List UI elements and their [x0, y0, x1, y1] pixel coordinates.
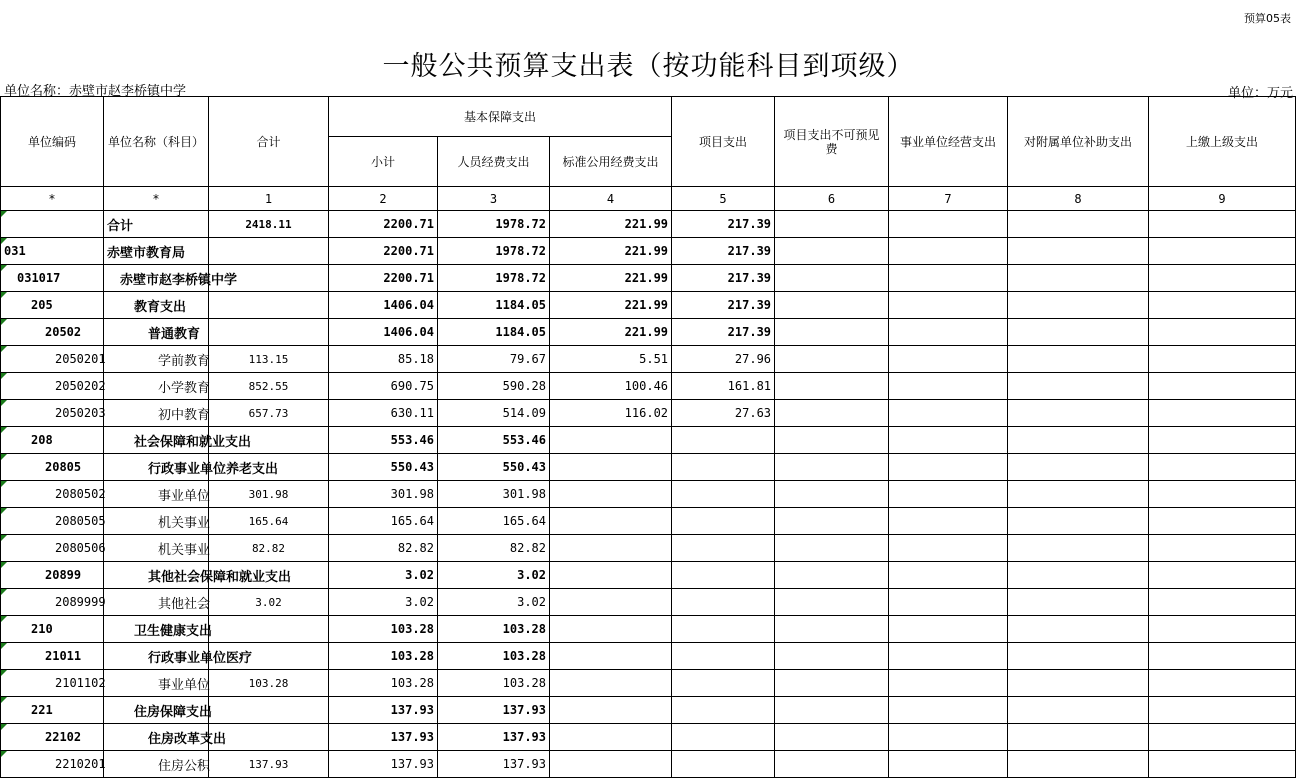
- cell-public: [550, 562, 672, 589]
- cell-business: [889, 400, 1008, 427]
- cell-personnel: 3.02: [438, 562, 550, 589]
- index-cell: 4: [550, 187, 672, 211]
- header-upper: 上缴上级支出: [1149, 97, 1296, 187]
- cell-subsidy: [1008, 589, 1149, 616]
- cell-subsidy: [1008, 670, 1149, 697]
- cell-project: 217.39: [672, 319, 775, 346]
- cell-business: [889, 562, 1008, 589]
- cell-public: [550, 589, 672, 616]
- cell-project: 217.39: [672, 265, 775, 292]
- cell-subtotal: 103.28: [329, 643, 438, 670]
- cell-business: [889, 535, 1008, 562]
- cell-total: 2418.11: [209, 211, 329, 238]
- cell-personnel: 82.82: [438, 535, 550, 562]
- header-subtotal: 小计: [329, 137, 438, 187]
- cell-name: 赤壁市赵李桥镇中学: [104, 265, 209, 292]
- cell-project: [672, 724, 775, 751]
- cell-subtotal: 2200.71: [329, 238, 438, 265]
- cell-code: 2210201: [1, 751, 104, 778]
- cell-name: 教育支出: [104, 292, 209, 319]
- header-code: 单位编码: [1, 97, 104, 187]
- cell-upper: [1149, 319, 1296, 346]
- cell-personnel: 1978.72: [438, 265, 550, 292]
- cell-unforeseen: [775, 481, 889, 508]
- cell-business: [889, 724, 1008, 751]
- table-row: [1, 697, 1296, 724]
- cell-subtotal: 301.98: [329, 481, 438, 508]
- cell-unforeseen: [775, 346, 889, 373]
- cell-upper: [1149, 454, 1296, 481]
- cell-total: 3.02: [209, 589, 329, 616]
- cell-subsidy: [1008, 724, 1149, 751]
- cell-unforeseen: [775, 751, 889, 778]
- cell-unforeseen: [775, 508, 889, 535]
- header-unforeseen: 项目支出不可预见费: [775, 97, 889, 187]
- cell-total: [209, 319, 329, 346]
- cell-subsidy: [1008, 400, 1149, 427]
- index-cell: 1: [209, 187, 329, 211]
- cell-unforeseen: [775, 211, 889, 238]
- cell-subsidy: [1008, 562, 1149, 589]
- cell-upper: [1149, 616, 1296, 643]
- table-row: [1, 400, 1296, 427]
- cell-subtotal: 550.43: [329, 454, 438, 481]
- cell-personnel: 137.93: [438, 751, 550, 778]
- cell-business: [889, 589, 1008, 616]
- cell-business: [889, 697, 1008, 724]
- cell-personnel: 550.43: [438, 454, 550, 481]
- index-cell: *: [104, 187, 209, 211]
- cell-personnel: 1978.72: [438, 238, 550, 265]
- cell-subsidy: [1008, 346, 1149, 373]
- cell-business: [889, 751, 1008, 778]
- cell-total: 103.28: [209, 670, 329, 697]
- cell-subtotal: 690.75: [329, 373, 438, 400]
- cell-name: 住房公积: [104, 751, 209, 778]
- cell-personnel: 103.28: [438, 643, 550, 670]
- table-row: [1, 535, 1296, 562]
- header-name: 单位名称（科目）: [104, 97, 209, 187]
- cell-upper: [1149, 427, 1296, 454]
- cell-project: 217.39: [672, 211, 775, 238]
- cell-business: [889, 670, 1008, 697]
- cell-personnel: 165.64: [438, 508, 550, 535]
- cell-upper: [1149, 400, 1296, 427]
- cell-code: 2080502: [1, 481, 104, 508]
- index-cell: 8: [1008, 187, 1149, 211]
- cell-business: [889, 454, 1008, 481]
- cell-subtotal: 165.64: [329, 508, 438, 535]
- cell-unforeseen: [775, 427, 889, 454]
- table-row: [1, 589, 1296, 616]
- cell-subsidy: [1008, 427, 1149, 454]
- cell-public: [550, 535, 672, 562]
- cell-project: 161.81: [672, 373, 775, 400]
- cell-project: [672, 481, 775, 508]
- cell-personnel: 553.46: [438, 427, 550, 454]
- cell-upper: [1149, 346, 1296, 373]
- cell-unforeseen: [775, 373, 889, 400]
- cell-name: 合计: [104, 211, 209, 238]
- cell-personnel: 79.67: [438, 346, 550, 373]
- cell-name: 赤壁市教育局: [104, 238, 209, 265]
- cell-name: 住房保障支出: [104, 697, 209, 724]
- table-row: [1, 238, 1296, 265]
- cell-subsidy: [1008, 508, 1149, 535]
- header-business: 事业单位经营支出: [889, 97, 1008, 187]
- cell-unforeseen: [775, 265, 889, 292]
- cell-subsidy: [1008, 481, 1149, 508]
- cell-subtotal: 1406.04: [329, 292, 438, 319]
- cell-business: [889, 643, 1008, 670]
- cell-personnel: 137.93: [438, 697, 550, 724]
- cell-code: 20502: [1, 319, 104, 346]
- cell-code: 208: [1, 427, 104, 454]
- cell-public: 221.99: [550, 211, 672, 238]
- cell-subtotal: 82.82: [329, 535, 438, 562]
- cell-business: [889, 265, 1008, 292]
- table-row: [1, 346, 1296, 373]
- cell-subsidy: [1008, 265, 1149, 292]
- cell-upper: [1149, 508, 1296, 535]
- index-cell: 5: [672, 187, 775, 211]
- cell-upper: [1149, 265, 1296, 292]
- header-project: 项目支出: [672, 97, 775, 187]
- cell-business: [889, 508, 1008, 535]
- cell-personnel: 1184.05: [438, 292, 550, 319]
- cell-upper: [1149, 562, 1296, 589]
- cell-total: 852.55: [209, 373, 329, 400]
- table-row: [1, 292, 1296, 319]
- cell-business: [889, 319, 1008, 346]
- cell-upper: [1149, 373, 1296, 400]
- cell-project: [672, 751, 775, 778]
- cell-public: [550, 508, 672, 535]
- table-body: [1, 211, 1296, 778]
- cell-personnel: 3.02: [438, 589, 550, 616]
- cell-code: 2050202: [1, 373, 104, 400]
- cell-name: 其他社会: [104, 589, 209, 616]
- index-cell: 9: [1149, 187, 1296, 211]
- cell-personnel: 103.28: [438, 616, 550, 643]
- cell-subsidy: [1008, 454, 1149, 481]
- cell-subtotal: 103.28: [329, 670, 438, 697]
- cell-project: [672, 697, 775, 724]
- index-cell: *: [1, 187, 104, 211]
- cell-subtotal: 85.18: [329, 346, 438, 373]
- cell-project: 27.63: [672, 400, 775, 427]
- table-row: [1, 373, 1296, 400]
- cell-total: 657.73: [209, 400, 329, 427]
- cell-upper: [1149, 697, 1296, 724]
- cell-public: [550, 697, 672, 724]
- cell-business: [889, 427, 1008, 454]
- cell-unforeseen: [775, 589, 889, 616]
- header-basic: 基本保障支出: [329, 97, 672, 137]
- cell-unforeseen: [775, 724, 889, 751]
- cell-project: [672, 454, 775, 481]
- cell-unforeseen: [775, 454, 889, 481]
- cell-subsidy: [1008, 211, 1149, 238]
- cell-name: 机关事业: [104, 508, 209, 535]
- cell-public: 221.99: [550, 238, 672, 265]
- table-row: [1, 211, 1296, 238]
- cell-unforeseen: [775, 562, 889, 589]
- cell-business: [889, 373, 1008, 400]
- cell-public: 221.99: [550, 265, 672, 292]
- cell-personnel: 590.28: [438, 373, 550, 400]
- cell-subsidy: [1008, 319, 1149, 346]
- cell-project: [672, 508, 775, 535]
- cell-subsidy: [1008, 751, 1149, 778]
- cell-business: [889, 211, 1008, 238]
- expenditure-table: [0, 96, 1296, 778]
- cell-code: 20805: [1, 454, 104, 481]
- cell-unforeseen: [775, 616, 889, 643]
- cell-upper: [1149, 481, 1296, 508]
- cell-unforeseen: [775, 319, 889, 346]
- cell-public: [550, 751, 672, 778]
- cell-subsidy: [1008, 373, 1149, 400]
- cell-subtotal: 1406.04: [329, 319, 438, 346]
- cell-upper: [1149, 589, 1296, 616]
- cell-subsidy: [1008, 292, 1149, 319]
- cell-subsidy: [1008, 616, 1149, 643]
- table-row: [1, 751, 1296, 778]
- cell-subtotal: 630.11: [329, 400, 438, 427]
- report-id: 预算05表: [1244, 12, 1291, 25]
- cell-subtotal: 137.93: [329, 751, 438, 778]
- cell-total: 301.98: [209, 481, 329, 508]
- cell-total: 82.82: [209, 535, 329, 562]
- table-row: [1, 724, 1296, 751]
- cell-code: 2101102: [1, 670, 104, 697]
- cell-code: 221: [1, 697, 104, 724]
- cell-total: 113.15: [209, 346, 329, 373]
- cell-subsidy: [1008, 238, 1149, 265]
- cell-code: 2050201: [1, 346, 104, 373]
- cell-code: 210: [1, 616, 104, 643]
- table-row: [1, 481, 1296, 508]
- cell-public: [550, 454, 672, 481]
- cell-total: [209, 724, 329, 751]
- cell-subtotal: 2200.71: [329, 265, 438, 292]
- cell-business: [889, 238, 1008, 265]
- cell-public: [550, 724, 672, 751]
- header-personnel: 人员经费支出: [438, 137, 550, 187]
- cell-name: 初中教育: [104, 400, 209, 427]
- table-row: [1, 643, 1296, 670]
- cell-name: 小学教育: [104, 373, 209, 400]
- cell-total: [209, 238, 329, 265]
- cell-public: 100.46: [550, 373, 672, 400]
- cell-name: 其他社会保障和就业支出: [104, 562, 209, 589]
- table-row: [1, 616, 1296, 643]
- cell-subsidy: [1008, 535, 1149, 562]
- cell-name: 卫生健康支出: [104, 616, 209, 643]
- cell-code: 2089999: [1, 589, 104, 616]
- cell-business: [889, 481, 1008, 508]
- cell-total: [209, 616, 329, 643]
- cell-business: [889, 616, 1008, 643]
- cell-project: [672, 562, 775, 589]
- cell-personnel: 103.28: [438, 670, 550, 697]
- cell-upper: [1149, 751, 1296, 778]
- cell-subsidy: [1008, 643, 1149, 670]
- cell-upper: [1149, 670, 1296, 697]
- table-row: [1, 427, 1296, 454]
- cell-upper: [1149, 535, 1296, 562]
- cell-unforeseen: [775, 292, 889, 319]
- index-cell: 2: [329, 187, 438, 211]
- cell-name: 事业单位: [104, 670, 209, 697]
- cell-unforeseen: [775, 697, 889, 724]
- cell-subtotal: 553.46: [329, 427, 438, 454]
- page-title: 一般公共预算支出表（按功能科目到项级）: [382, 51, 915, 82]
- header-subsidy: 对附属单位补助支出: [1008, 97, 1149, 187]
- cell-name: 社会保障和就业支出: [104, 427, 209, 454]
- cell-subtotal: 103.28: [329, 616, 438, 643]
- cell-public: 5.51: [550, 346, 672, 373]
- cell-personnel: 137.93: [438, 724, 550, 751]
- cell-unforeseen: [775, 238, 889, 265]
- cell-project: 217.39: [672, 238, 775, 265]
- cell-public: [550, 427, 672, 454]
- cell-project: [672, 670, 775, 697]
- cell-code: [1, 211, 104, 238]
- cell-project: 217.39: [672, 292, 775, 319]
- cell-subtotal: 137.93: [329, 697, 438, 724]
- table-row: [1, 319, 1296, 346]
- cell-upper: [1149, 292, 1296, 319]
- cell-code: 22102: [1, 724, 104, 751]
- cell-business: [889, 292, 1008, 319]
- cell-code: 031017: [1, 265, 104, 292]
- table-row: [1, 265, 1296, 292]
- cell-code: 20899: [1, 562, 104, 589]
- table-row: [1, 670, 1296, 697]
- cell-project: 27.96: [672, 346, 775, 373]
- cell-subtotal: 2200.71: [329, 211, 438, 238]
- cell-unforeseen: [775, 643, 889, 670]
- cell-upper: [1149, 211, 1296, 238]
- cell-subtotal: 3.02: [329, 589, 438, 616]
- cell-project: [672, 616, 775, 643]
- cell-public: 116.02: [550, 400, 672, 427]
- cell-personnel: 1184.05: [438, 319, 550, 346]
- cell-total: [209, 697, 329, 724]
- cell-project: [672, 643, 775, 670]
- cell-public: [550, 616, 672, 643]
- table-row: [1, 454, 1296, 481]
- index-cell: 6: [775, 187, 889, 211]
- cell-personnel: 1978.72: [438, 211, 550, 238]
- cell-total: 165.64: [209, 508, 329, 535]
- cell-name: 机关事业: [104, 535, 209, 562]
- header-total: 合计: [209, 97, 329, 187]
- cell-name: 事业单位: [104, 481, 209, 508]
- cell-public: 221.99: [550, 319, 672, 346]
- cell-name: 学前教育: [104, 346, 209, 373]
- cell-name: 住房改革支出: [104, 724, 209, 751]
- cell-total: 137.93: [209, 751, 329, 778]
- cell-total: [209, 292, 329, 319]
- cell-name: 行政事业单位养老支出: [104, 454, 209, 481]
- cell-personnel: 301.98: [438, 481, 550, 508]
- unit-name: 单位名称：赤壁市赵李桥镇中学: [4, 84, 187, 99]
- cell-name: 普通教育: [104, 319, 209, 346]
- cell-subtotal: 3.02: [329, 562, 438, 589]
- cell-project: [672, 535, 775, 562]
- cell-public: [550, 481, 672, 508]
- index-cell: 3: [438, 187, 550, 211]
- cell-subsidy: [1008, 697, 1149, 724]
- cell-code: 2050203: [1, 400, 104, 427]
- cell-public: [550, 643, 672, 670]
- cell-subtotal: 137.93: [329, 724, 438, 751]
- cell-public: [550, 670, 672, 697]
- cell-business: [889, 346, 1008, 373]
- cell-unforeseen: [775, 400, 889, 427]
- table-row: [1, 562, 1296, 589]
- cell-unforeseen: [775, 535, 889, 562]
- cell-code: 2080506: [1, 535, 104, 562]
- cell-name: 行政事业单位医疗: [104, 643, 209, 670]
- cell-public: 221.99: [550, 292, 672, 319]
- cell-code: 21011: [1, 643, 104, 670]
- cell-project: [672, 427, 775, 454]
- cell-upper: [1149, 724, 1296, 751]
- table-row: [1, 508, 1296, 535]
- cell-code: 031: [1, 238, 104, 265]
- index-cell: 7: [889, 187, 1008, 211]
- header-public: 标准公用经费支出: [550, 137, 672, 187]
- cell-code: 205: [1, 292, 104, 319]
- cell-personnel: 514.09: [438, 400, 550, 427]
- cell-upper: [1149, 643, 1296, 670]
- cell-code: 2080505: [1, 508, 104, 535]
- cell-project: [672, 589, 775, 616]
- cell-upper: [1149, 238, 1296, 265]
- cell-unforeseen: [775, 670, 889, 697]
- unit-label: 单位：万元: [1227, 86, 1293, 101]
